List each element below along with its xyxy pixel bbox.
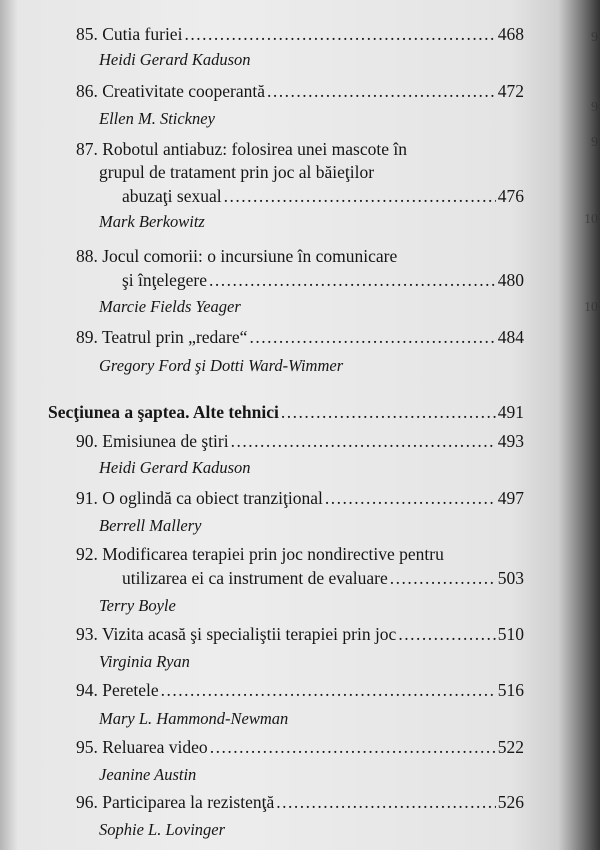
leader-dots bbox=[390, 568, 496, 589]
toc-entry-89[interactable] bbox=[76, 327, 524, 348]
entry-author: Terry Boyle bbox=[99, 596, 176, 615]
entry-author: Mary L. Hammond-Newman bbox=[99, 709, 289, 728]
entry-number: 91. bbox=[76, 488, 98, 508]
leader-dots bbox=[224, 186, 496, 207]
toc-entry-96[interactable] bbox=[76, 792, 524, 813]
entry-title: Emisiunea de ştiri bbox=[102, 431, 229, 451]
entry-number: 95. bbox=[76, 737, 98, 757]
entry-author: Gregory Ford şi Dotti Ward-Wimmer bbox=[99, 356, 344, 375]
entry-number: 94. bbox=[76, 680, 98, 700]
toc-entry-95[interactable] bbox=[76, 737, 524, 758]
entry-title: Teatrul prin „redare“ bbox=[101, 327, 248, 347]
entry-title: Peretele bbox=[102, 680, 159, 700]
entry-number: 87. bbox=[76, 139, 98, 159]
entry-author: Sophie L. Lovinger bbox=[99, 820, 226, 839]
entry-page: 497 bbox=[497, 488, 524, 508]
leader-dots bbox=[161, 680, 496, 701]
leader-dots bbox=[398, 624, 495, 645]
section-title: Secţiunea a şaptea. Alte tehnici bbox=[48, 402, 279, 422]
toc-entry-92-last[interactable] bbox=[122, 568, 524, 589]
leader-dots bbox=[267, 81, 496, 102]
entry-page: 476 bbox=[497, 186, 524, 206]
entry-title: Cutia furiei bbox=[102, 24, 183, 44]
entry-page: 493 bbox=[497, 431, 524, 451]
entry-number: 96. bbox=[76, 792, 98, 812]
entry-title: Robotul antiabuz: folosirea unei mascote în bbox=[102, 139, 407, 159]
entry-page: 472 bbox=[497, 81, 524, 101]
leader-dots bbox=[184, 24, 495, 45]
entry-page: 480 bbox=[497, 270, 524, 290]
entry-title: Vizita acasă şi specialiştii terapiei prin joc bbox=[101, 624, 397, 644]
entry-title: Jocul comorii: o incursiune în comunicare bbox=[102, 246, 398, 266]
leader-dots bbox=[281, 402, 496, 423]
toc-entry-88[interactable] bbox=[76, 246, 397, 267]
entry-page: 522 bbox=[497, 737, 524, 757]
entry-title: Creativitate cooperantă bbox=[102, 81, 266, 101]
entry-title-line: abuzaţi sexual bbox=[122, 186, 222, 206]
toc-entry-88-last[interactable] bbox=[122, 270, 524, 291]
entry-title-line: şi înţelegere bbox=[122, 270, 208, 290]
edge-page-number: 9 bbox=[591, 135, 598, 150]
entry-author: Berrell Mallery bbox=[99, 516, 202, 535]
entry-title: O oglindă ca obiect tranziţional bbox=[102, 488, 323, 508]
entry-number: 85. bbox=[76, 24, 98, 44]
entry-author: Heidi Gerard Kaduson bbox=[99, 458, 251, 477]
leader-dots bbox=[231, 431, 496, 452]
toc-entry-92[interactable] bbox=[76, 544, 444, 565]
section-page: 491 bbox=[497, 402, 524, 422]
entry-author: Jeanine Austin bbox=[99, 765, 197, 784]
entry-number: 93. bbox=[76, 624, 98, 644]
entry-page: 510 bbox=[497, 624, 524, 644]
entry-title-line: utilizarea ei ca instrument de evaluare bbox=[122, 568, 388, 588]
leader-dots bbox=[209, 270, 496, 291]
toc-entry-85[interactable] bbox=[76, 24, 524, 45]
entry-page: 484 bbox=[497, 327, 524, 347]
leader-dots bbox=[276, 792, 496, 813]
entry-author: Ellen M. Stickney bbox=[99, 109, 215, 128]
entry-page: 516 bbox=[497, 680, 524, 700]
leader-dots bbox=[325, 488, 496, 509]
entry-author: Heidi Gerard Kaduson bbox=[99, 50, 251, 69]
leader-dots bbox=[210, 737, 496, 758]
entry-title: Modificarea terapiei prin joc nondirective pentru bbox=[102, 544, 444, 564]
toc-entry-87[interactable] bbox=[76, 139, 407, 160]
toc-entry-90[interactable] bbox=[76, 431, 524, 452]
leader-dots bbox=[249, 327, 495, 348]
toc-entry-93[interactable] bbox=[76, 624, 524, 645]
entry-title: Participarea la rezistenţă bbox=[102, 792, 275, 812]
entry-author: Virginia Ryan bbox=[99, 652, 190, 671]
edge-page-number: 10 bbox=[584, 212, 598, 227]
entry-number: 86. bbox=[76, 81, 98, 101]
entry-page: 468 bbox=[497, 24, 524, 44]
toc-entry-86[interactable] bbox=[76, 81, 524, 102]
page-gutter-shadow bbox=[0, 0, 18, 850]
entry-page: 526 bbox=[497, 792, 524, 812]
entry-page: 503 bbox=[497, 568, 524, 588]
entry-number: 92. bbox=[76, 544, 98, 564]
edge-page-number: 10 bbox=[584, 300, 598, 315]
entry-title: Reluarea video bbox=[102, 737, 208, 757]
entry-title-line: grupul de tratament prin joc al băieţilor bbox=[99, 162, 375, 182]
section-heading[interactable] bbox=[48, 402, 524, 423]
toc-entry-94[interactable] bbox=[76, 680, 524, 701]
toc-entry-87-last[interactable] bbox=[122, 186, 524, 207]
entry-number: 90. bbox=[76, 431, 98, 451]
entry-number: 89. bbox=[76, 327, 98, 347]
toc-entry-91[interactable] bbox=[76, 488, 524, 509]
entry-author: Mark Berkowitz bbox=[99, 212, 205, 231]
edge-page-number: 9 bbox=[591, 30, 598, 45]
entry-number: 88. bbox=[76, 246, 98, 266]
entry-author: Marcie Fields Yeager bbox=[99, 297, 241, 316]
edge-page-number: 9 bbox=[591, 100, 598, 115]
